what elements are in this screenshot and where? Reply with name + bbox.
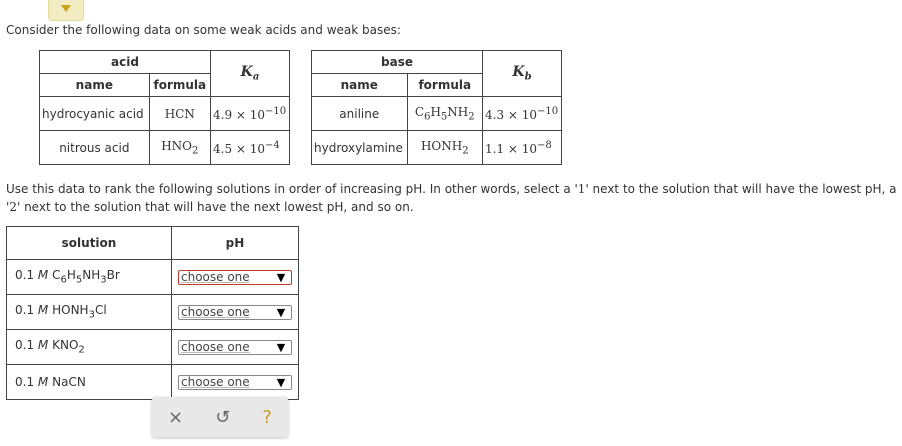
base-name: hydroxylamine [312, 131, 408, 165]
table-row [7, 365, 299, 400]
acid-formula: $HNO_2$ [149, 131, 210, 165]
acid-group-header: acid [40, 51, 211, 74]
ph-header: pH [172, 227, 299, 260]
acid-name: hydrocyanic acid [40, 97, 150, 131]
help-icon[interactable]: ? [262, 406, 272, 428]
base-formula-header: formula [407, 74, 482, 97]
acid-name-header: name [40, 74, 150, 97]
kb-value: $1.1 \times 10^{-8}$ [483, 131, 562, 165]
undo-icon[interactable]: ↺ [215, 406, 231, 428]
kb-header: $K_b$ [483, 51, 562, 97]
dropdown-arrow-icon: ▼ [276, 340, 286, 354]
table-row [40, 97, 290, 131]
base-name: aniline [312, 97, 408, 131]
dropdown-arrow-icon: ▼ [276, 375, 286, 389]
table-row [40, 131, 290, 165]
rank-select[interactable]: choose one ▼ [178, 270, 292, 285]
base-name-header: name [312, 74, 408, 97]
triangle-down-icon [61, 5, 71, 12]
dropdown-arrow-icon: ▼ [276, 270, 286, 284]
rank-select[interactable]: choose one ▼ [178, 340, 292, 355]
base-table [311, 50, 562, 165]
solution-header: solution [7, 227, 172, 260]
table-row [7, 260, 299, 295]
collapse-tab[interactable] [48, 0, 84, 21]
solution-label: 0.1 M $C_6H_5NH_3Br$ [7, 260, 172, 295]
table-row [7, 295, 299, 330]
ka-value: $4.5 \times 10^{-4}$ [211, 131, 290, 165]
acid-formula-header: formula [149, 74, 210, 97]
table-row [312, 131, 562, 165]
solution-table [6, 226, 299, 400]
base-group-header: base [312, 51, 483, 74]
acid-table [39, 50, 290, 165]
rank-select[interactable]: choose one ▼ [178, 375, 292, 390]
solution-label: 0.1 M NaCN [7, 365, 172, 400]
ka-value: $4.9 \times 10^{-10}$ [211, 97, 290, 131]
dropdown-arrow-icon: ▼ [276, 305, 286, 319]
acid-name: nitrous acid [40, 131, 150, 165]
table-row [7, 330, 299, 365]
clear-icon[interactable]: × [168, 406, 184, 428]
base-formula: $C_6H_5NH_2$ [407, 97, 482, 131]
answer-toolbar [152, 397, 288, 437]
base-formula: $HONH_2$ [407, 131, 482, 165]
ka-header: $K_a$ [211, 51, 290, 97]
solution-label: 0.1 M $HONH_3Cl$ [7, 295, 172, 330]
solution-label: 0.1 M $KNO_2$ [7, 330, 172, 365]
instructions-text: Use this data to rank the following solutions in order of increasing pH. In other words, select a '1' next to the solution that will have the lowest pH, a '2' next to the solution that will have the next lowest pH, and so on. [6, 182, 897, 214]
intro-text: Consider the following data on some weak acids and weak bases: [6, 23, 401, 37]
table-row [312, 97, 562, 131]
kb-value: $4.3 \times 10^{-10}$ [483, 97, 562, 131]
rank-select[interactable]: choose one ▼ [178, 305, 292, 320]
acid-formula: HCN [149, 97, 210, 131]
